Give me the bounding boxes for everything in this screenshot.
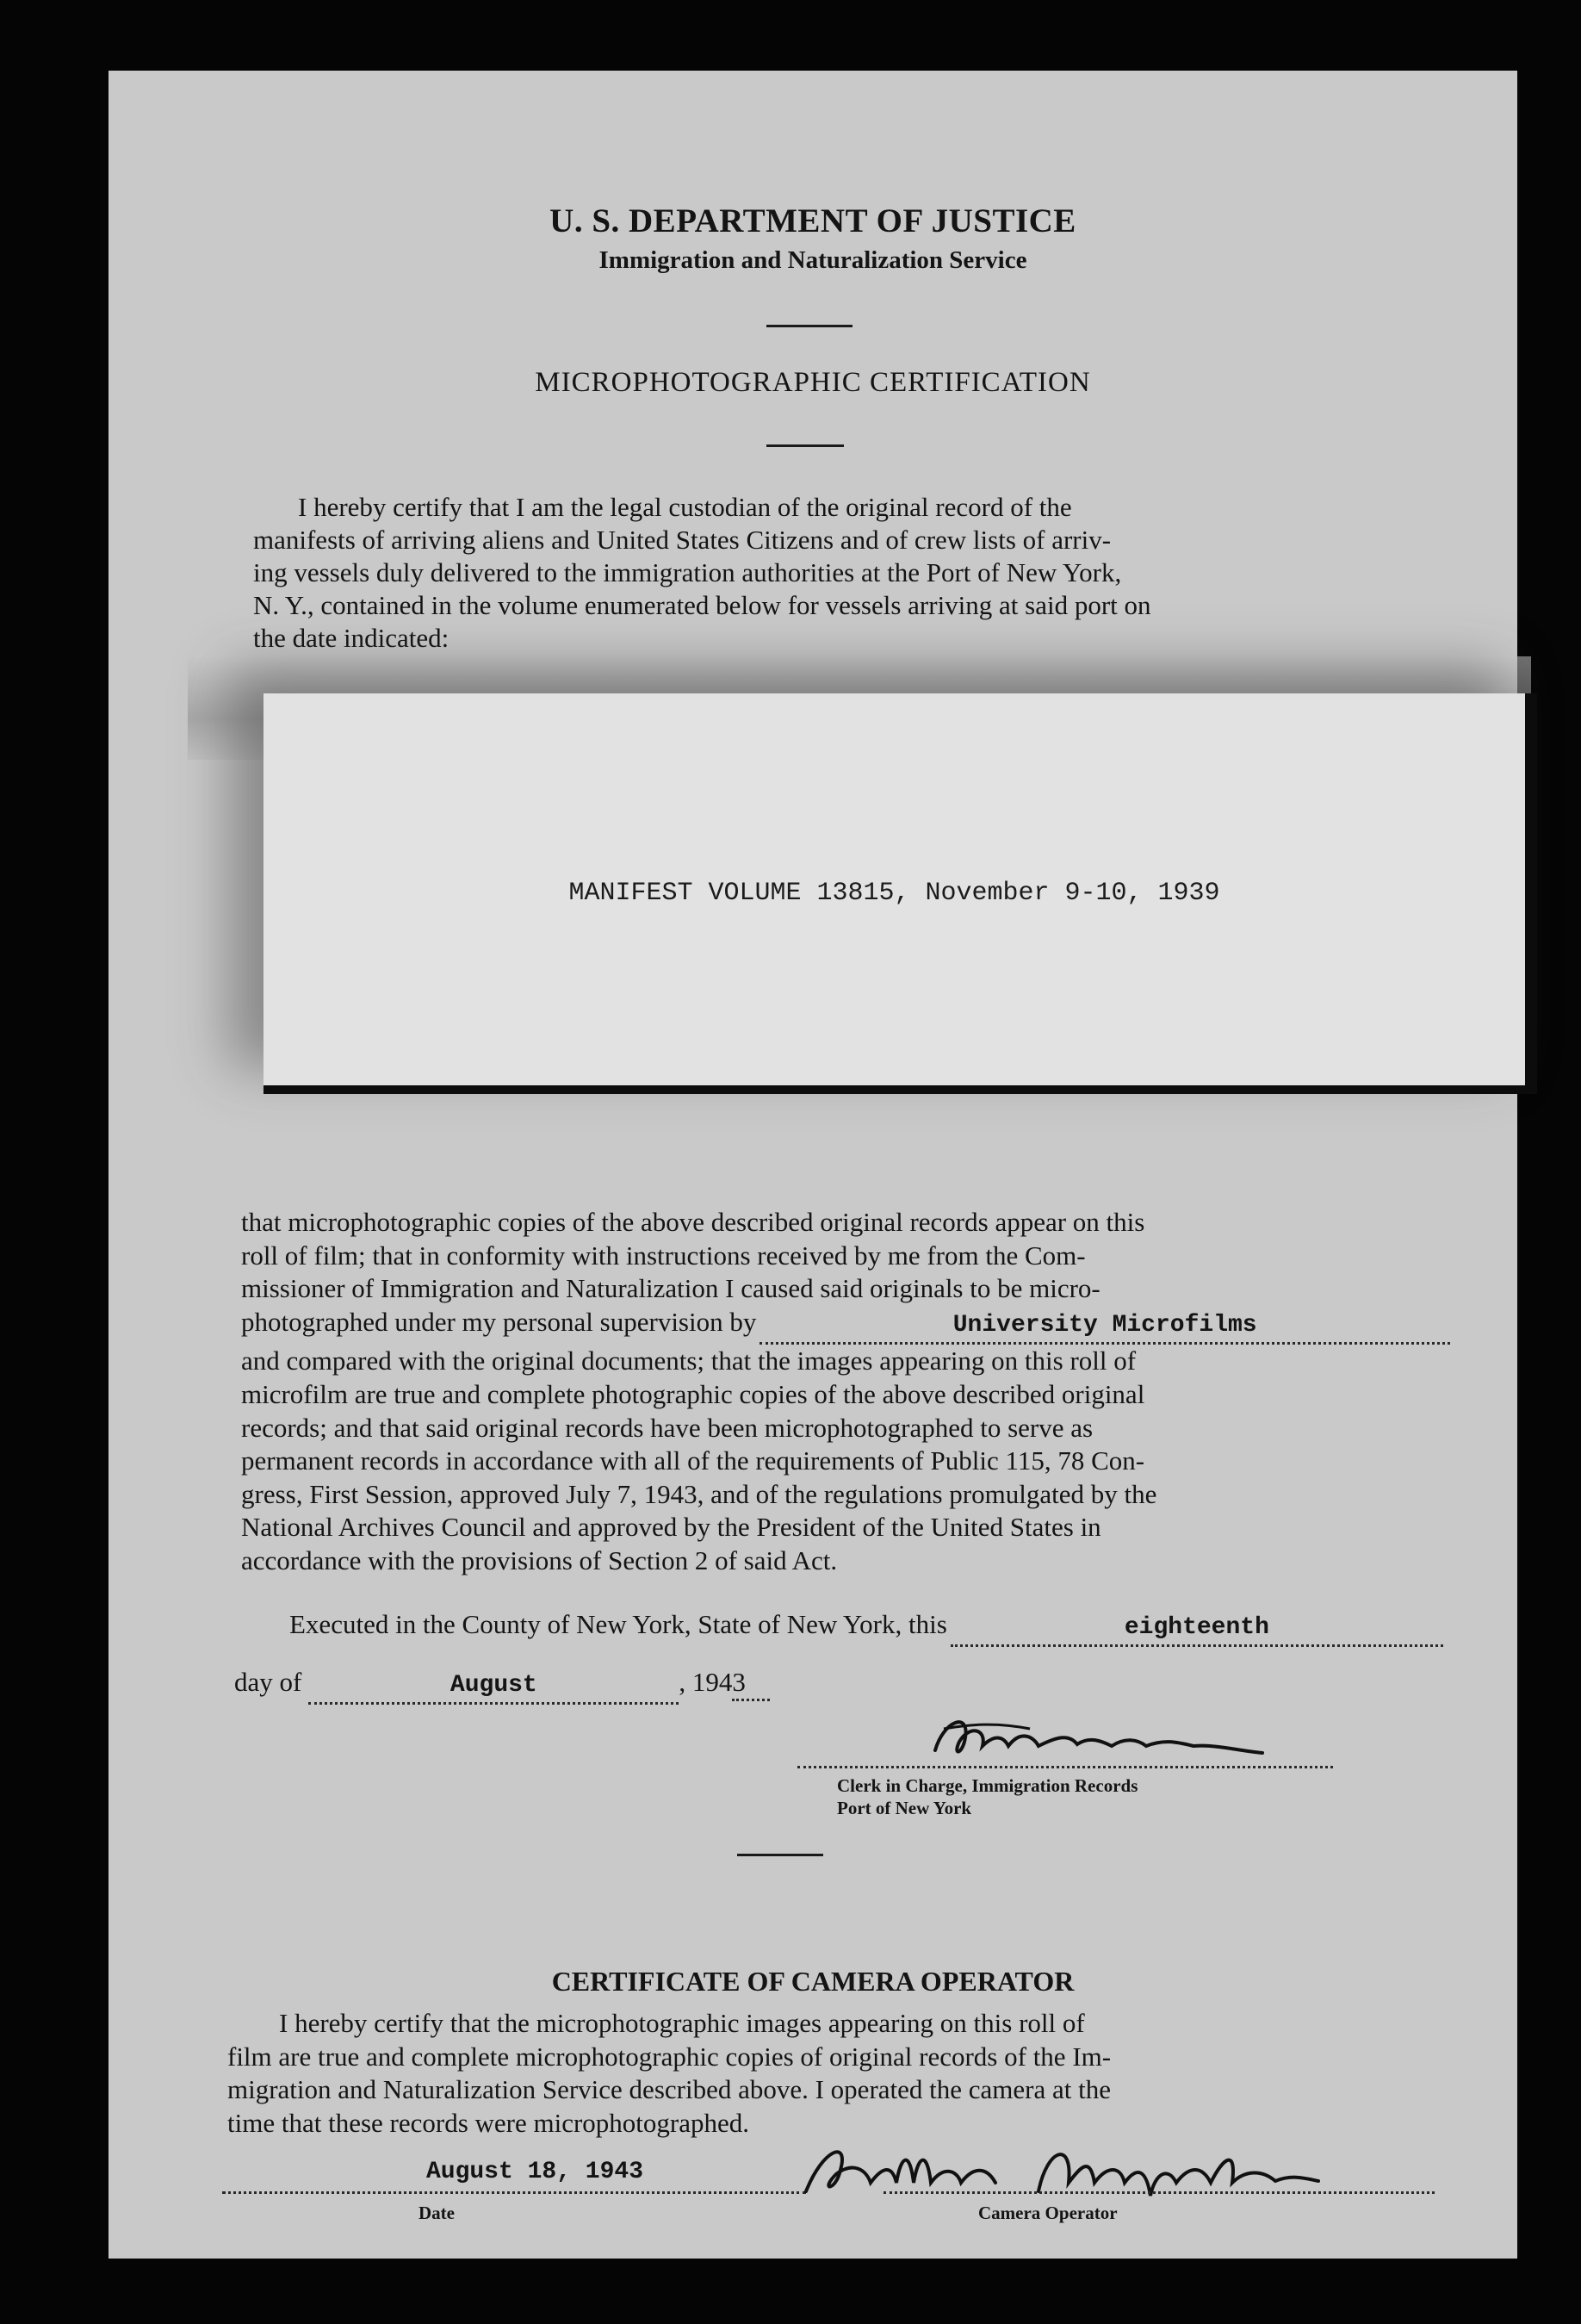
operator-signature-line bbox=[884, 2191, 1435, 2194]
intro-line: I hereby certify that I am the legal custodian of the original record of the bbox=[298, 492, 1072, 522]
day-value: eighteenth bbox=[1124, 1614, 1269, 1641]
operator-signature bbox=[789, 2131, 1331, 2209]
camera-line: film are true and complete microphotographic copies of original records of the Im- bbox=[227, 2041, 1112, 2072]
clerk-signature-line bbox=[797, 1766, 1333, 1768]
date-value: August 18, 1943 bbox=[425, 2159, 644, 2185]
execution-prefix: Executed in the County of New York, State of New York, this bbox=[289, 1609, 947, 1639]
supervisor-line bbox=[241, 1306, 1450, 1345]
intro-line: manifests of arriving aliens and United States Citizens and of crew lists of arriv- bbox=[253, 525, 1112, 555]
day-of-label: day of bbox=[234, 1667, 302, 1697]
camera-line: time that these records were microphotographed. bbox=[227, 2107, 749, 2138]
month-field bbox=[308, 1666, 679, 1705]
intro-paragraph bbox=[253, 491, 1467, 655]
body-line: National Archives Council and approved by the President of the United States in bbox=[241, 1512, 1101, 1543]
intro-line: the date indicated: bbox=[253, 623, 450, 653]
body-line: microfilm are true and complete photographic copies of the above described original bbox=[241, 1378, 1145, 1409]
clerk-title bbox=[837, 1774, 1138, 1819]
body-line: photographed under my personal supervision by bbox=[241, 1306, 757, 1337]
date-line bbox=[222, 2191, 806, 2194]
camera-line: migration and Naturalization Service described above. I operated the camera at the bbox=[227, 2074, 1111, 2104]
month-line bbox=[234, 1666, 1009, 1705]
certification-title: MICROPHOTOGRAPHIC CERTIFICATION bbox=[535, 367, 1091, 398]
divider bbox=[766, 325, 852, 327]
body-line: permanent records in accordance with all of the requirements of Public 115, 78 Con- bbox=[241, 1445, 1145, 1476]
execution-line bbox=[289, 1608, 1443, 1647]
year-prefix: , 194 bbox=[679, 1667, 733, 1697]
clerk-title-line: Port of New York bbox=[837, 1798, 972, 1818]
body-line: accordance with the provisions of Section 2 of said Act. bbox=[241, 1544, 838, 1575]
body-line: missioner of Immigration and Naturalization I caused said originals to be micro- bbox=[241, 1273, 1100, 1304]
clerk-signature bbox=[918, 1703, 1280, 1772]
body-line: roll of film; that in conformity with instructions received by me from the Com- bbox=[241, 1240, 1086, 1271]
supervisor-value: University Microfilms bbox=[952, 1311, 1257, 1339]
body-line: that microphotographic copies of the above described original records appear on this bbox=[241, 1207, 1145, 1237]
operator-label: Camera Operator bbox=[978, 2203, 1118, 2223]
certificate-page bbox=[108, 71, 1517, 2259]
clerk-title-line: Clerk in Charge, Immigration Records bbox=[837, 1775, 1138, 1796]
month-value: August bbox=[450, 1672, 537, 1699]
body-paragraph bbox=[241, 1206, 1450, 1578]
divider bbox=[766, 444, 844, 447]
intro-line: N. Y., contained in the volume enumerated below for vessels arriving at said port on bbox=[253, 590, 1151, 620]
divider bbox=[737, 1854, 823, 1856]
year-digit: 3 bbox=[732, 1667, 746, 1697]
supervisor-field bbox=[760, 1306, 1450, 1345]
date-label: Date bbox=[418, 2203, 455, 2223]
department-heading: U. S. DEPARTMENT OF JUSTICE bbox=[549, 202, 1076, 239]
intro-line: ing vessels duly delivered to the immigration authorities at the Port of New York, bbox=[253, 557, 1122, 587]
body-line: records; and that said original records have been microphotographed to serve as bbox=[241, 1412, 1094, 1443]
camera-line: I hereby certify that the microphotographic images appearing on this roll of bbox=[279, 2008, 1085, 2038]
manifest-slip bbox=[264, 693, 1537, 1094]
manifest-volume-text: MANIFEST VOLUME 13815, November 9-10, 1939 bbox=[568, 879, 1220, 908]
service-subheading: Immigration and Naturalization Service bbox=[598, 246, 1027, 274]
body-line: and compared with the original documents; that the images appearing on this roll of bbox=[241, 1345, 1137, 1376]
camera-certificate-title: CERTIFICATE OF CAMERA OPERATOR bbox=[551, 1966, 1075, 1997]
body-line: gress, First Session, approved July 7, 1943, and of the regulations promulgated by the bbox=[241, 1478, 1157, 1509]
camera-certificate-paragraph bbox=[227, 2007, 1436, 2140]
day-field bbox=[951, 1608, 1443, 1647]
year-field bbox=[732, 1666, 770, 1701]
